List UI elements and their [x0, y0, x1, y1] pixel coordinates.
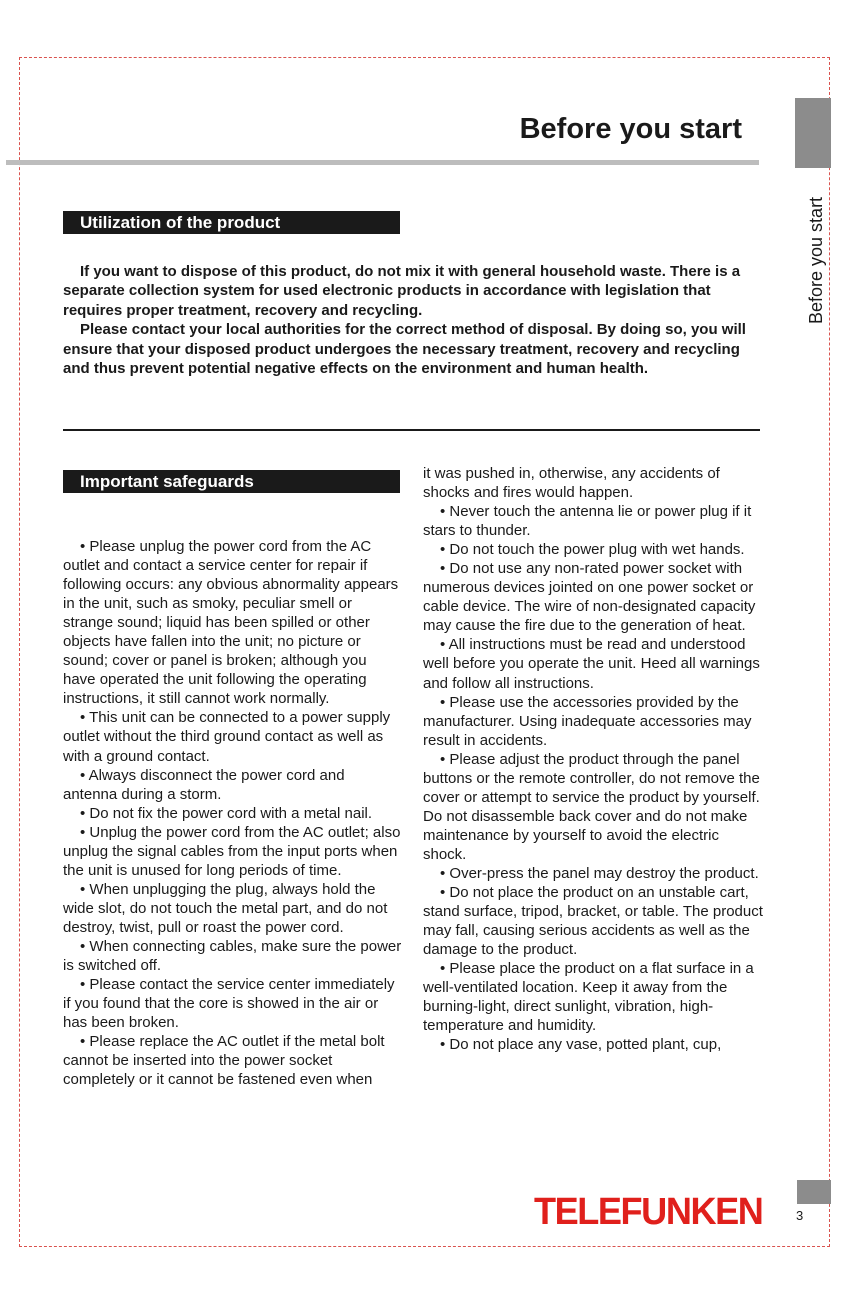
safeguard-item: • When connecting cables, make sure the power is switched off. — [63, 937, 402, 975]
page-number: 3 — [796, 1208, 804, 1223]
section-heading-safeguards: Important safeguards — [63, 470, 400, 493]
safeguard-item: • Never touch the antenna lie or power plug if it stars to thunder. — [423, 503, 752, 540]
safeguard-item: • Please adjust the product through the panel buttons or the remote controller, do not remove the cover or attempt to service the product by yourself. Do not disassemble back cover and do not make maintenance by yourself to avoid the electric shock. — [423, 750, 760, 863]
utilization-paragraph: If you want to dispose of this product, do not mix it with general household waste. There is a separate collection system for used electronic products in accordance with legislation that requires proper treatment, recovery and recycling. — [63, 263, 741, 319]
safeguard-item: • When unplugging the plug, always hold the wide slot, do not touch the metal part, and do not destroy, twist, pull or roast the power cord. — [63, 880, 388, 936]
safeguard-item: • Please place the product on a flat surface in a well-ventilated location. Keep it away from the burning-light, direct sunlight, vibration, high-temperature and humidity. — [423, 960, 754, 1035]
section-divider — [63, 429, 760, 431]
side-tab-label: Before you start — [806, 196, 826, 324]
safeguard-item: • This unit can be connected to a power supply outlet without the third ground contact as well as with a ground contact. — [63, 709, 391, 765]
safeguard-item: • Always disconnect the power cord and antenna during a storm. — [63, 766, 345, 803]
safeguard-item: • All instructions must be read and understood well before you operate the unit. Heed all warnings and follow all instructions. — [423, 636, 760, 692]
safeguards-right-column — [423, 464, 763, 1054]
safeguard-item: • Do not use any non-rated power socket with numerous devices jointed on one power socket or cable device. The wire of non-designated capacity may cause the fire due to the generation of heat. — [423, 560, 756, 635]
safeguards-left-column — [63, 537, 402, 1089]
page-tab-marker — [797, 1180, 831, 1204]
safeguard-item: • Please unplug the power cord from the AC outlet and contact a service center for repair if following occurs: any obvious abnormality appears in the unit, such as smoky, peculiar smell or strange sound; liquid has been spilled or other objects have fallen into the unit; no picture or sound; cover or panel is broken; although you have operated the unit following the operating instructions, it still cannot work normally. — [63, 538, 399, 708]
safeguard-item: • Do not fix the power cord with a metal nail. — [80, 804, 373, 822]
safeguard-item: • Please use the accessories provided by the manufacturer. Using inadequate accessories may result in accidents. — [423, 693, 752, 749]
safeguard-item: • Over-press the panel may destroy the product. — [440, 864, 759, 882]
utilization-text — [63, 262, 760, 378]
side-tab-marker — [795, 98, 831, 168]
telefunken-logo: TELEFUNKEN — [534, 1191, 763, 1233]
safeguard-item: • Do not touch the power plug with wet hands. — [440, 541, 745, 559]
safeguard-continuation: it was pushed in, otherwise, any accidents of shocks and fires would happen. — [423, 465, 720, 502]
safeguard-item: • Do not place any vase, potted plant, cup, — [440, 1036, 722, 1054]
header-rule — [6, 160, 759, 165]
safeguard-item: • Unplug the power cord from the AC outlet; also unplug the signal cables from the input ports when the unit is unused for long periods of time. — [63, 823, 401, 879]
safeguard-item: • Please contact the service center immediately if you found that the core is showed in the air or has been broken. — [63, 976, 395, 1032]
safeguard-item: • Do not place the product on an unstable cart, stand surface, tripod, bracket, or table. The product may fall, causing serious accidents as well as the damage to the product. — [423, 884, 763, 959]
page-title: Before you start — [519, 113, 742, 145]
section-heading-utilization: Utilization of the product — [63, 211, 400, 234]
utilization-paragraph: Please contact your local authorities for the correct method of disposal. By doing so, you will ensure that your disposed product undergoes the necessary treatment, recovery and recycling and thus prevent potential negative effects on the environment and human health. — [63, 321, 746, 378]
safeguard-item: • Please replace the AC outlet if the metal bolt cannot be inserted into the power socket completely or it cannot be fastened even when — [63, 1033, 385, 1089]
